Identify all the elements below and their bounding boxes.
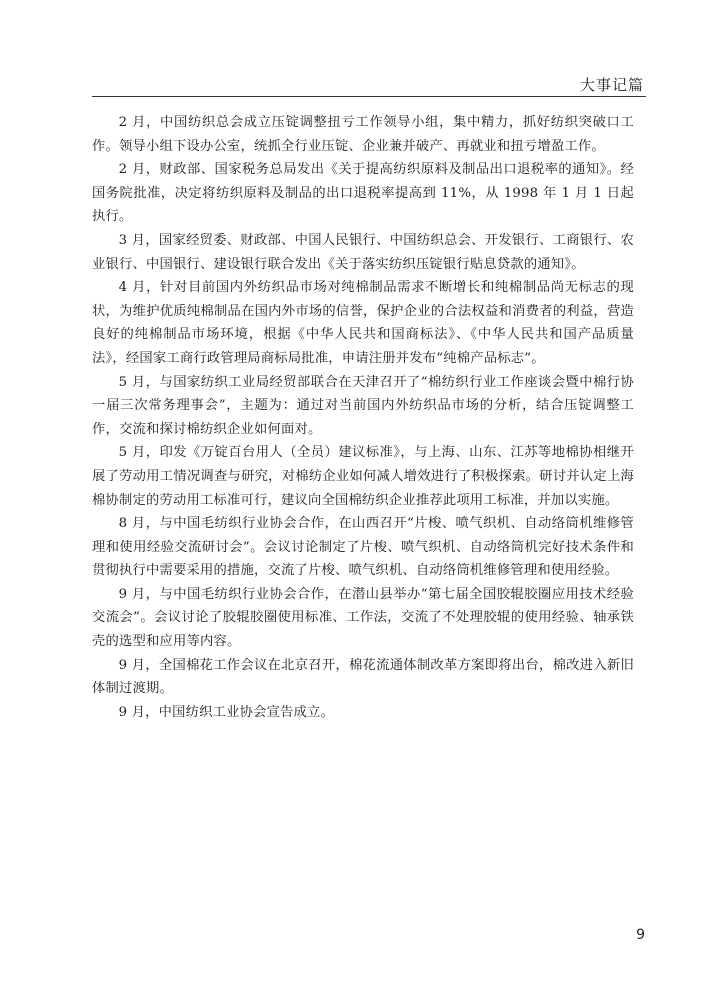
page-number: 9 (636, 927, 645, 943)
paragraph-6: 5 月，印发《万锭百台用人（全员）建议标准》，与上海、山东、江苏等地棉协相继开展了劳动用工情况调查与研究，对棉纺企业如何减人增效进行了积极探索。研讨并认定上海棉协制定的劳动用工标准可行，建议向全国棉纺织企业推荐此项用工标准，并加以实施。 (92, 445, 634, 508)
paragraph-4: 4 月，针对目前国内外纺织品市场对纯棉制品需求不断增长和纯棉制品尚无标志的现状，为维护优质纯棉制品在国内外市场的信誉，保护企业的合法权益和消费者的利益，营造良好的纯棉制品市场环境，根据《中华人民共和国商标法》、《中华人民共和国产品质量法》，经国家工商行政管理局商标局批准，申请注册并发布“纯棉产品标志”。 (92, 280, 634, 366)
paragraph-9: 9 月，全国棉花工作会议在北京召开，棉花流通体制改革方案即将出台，棉改进入新旧体制过渡期。 (92, 657, 634, 697)
paragraph-3: 3 月，国家经贸委、财政部、中国人民银行、中国纺织总会、开发银行、工商银行、农业银行、中国银行、建设银行联合发出《关于落实纺织压锭银行贴息贷款的通知》。 (92, 232, 634, 272)
paragraph-10: 9 月，中国纺织工业协会宣告成立。 (118, 704, 335, 720)
paragraph-8: 9 月，与中国毛纺织行业协会合作，在潜山县举办“第七届全国胶辊胶圈应用技术经验交流会”。会议讨论了胶辊胶圈使用标准、工作法，交流了不处理胶辊的使用经验、轴承铁壳的选型和应用等内容。 (92, 586, 634, 650)
section-title: 大事记篇 (579, 76, 644, 94)
paragraph-1: 2 月，中国纺织总会成立压锭调整扭亏工作领导小组，集中精力，抓好纺织突破口工作。领导小组下设办公室，统抓全行业压锭、企业兼并破产、再就业和扭亏增盈工作。 (92, 115, 634, 154)
page-header (92, 70, 646, 97)
document-body (92, 111, 634, 724)
paragraph-2: 2 月，财政部、国家税务总局发出《关于提高纺织原料及制品出口退税率的通知》。经国务院批准，决定将纺织原料及制品的出口退税率提高到 11%，从 1998 年 1 月 1 日起执行。 (92, 162, 634, 225)
paragraph-7: 8 月，与中国毛纺织行业协会合作，在山西召开“片梭、喷气织机、自动络筒机维修管理和使用经验交流研讨会”。会议讨论制定了片梭、喷气织机、自动络筒机完好技术条件和贯彻执行中需要采用的措施，交流了片梭、喷气织机、自动络筒机维修管理和使用经验。 (92, 516, 634, 579)
paragraph-5: 5 月，与国家纺织工业局经贸部联合在天津召开了“棉纺织行业工作座谈会暨中棉行协一届三次常务理事会”，主题为：通过对当前国内外纺织品市场的分析，结合压锭调整工作，交流和探讨棉纺织企业如何面对。 (92, 374, 634, 437)
